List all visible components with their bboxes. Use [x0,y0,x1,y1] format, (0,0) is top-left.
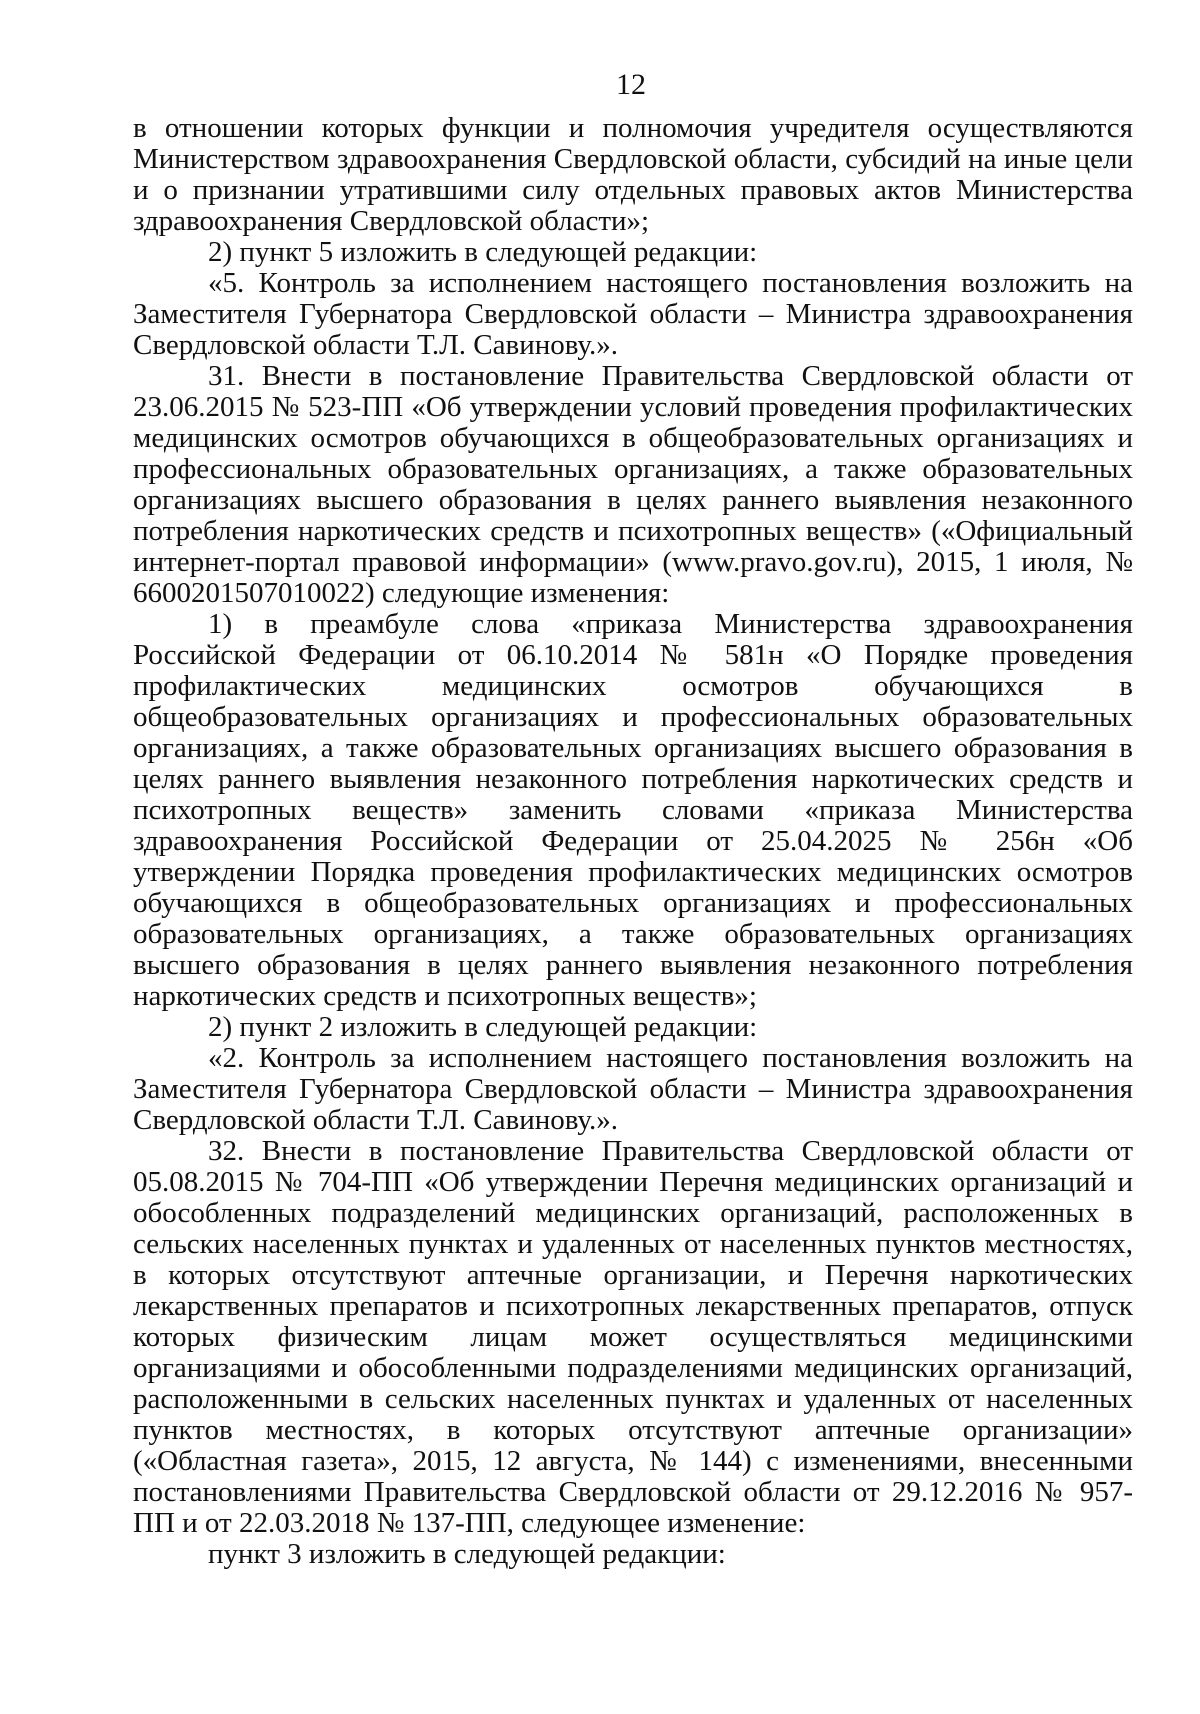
paragraph-quote-2: «2. Контроль за исполнением настоящего постановления возложить на Заместителя Губернатора Свердловской области – Министра здравоохранения Свердловской области Т.Л. Савинову.». [133,1042,1133,1136]
paragraph-item-1: 1) в преамбуле слова «приказа Министерства здравоохранения Российской Федерации от 06.10.2014 № 581н «О Порядке проведения профилактических медицинских осмотров обучающихся в общеобразовательных организациях и профессиональных образовательных организациях, а также образовательных организациях высшего образования в целях раннего выявления незаконного потребления наркотических средств и психотропных веществ» заменить словами «приказа Министерства здравоохранения Российской Федерации от 25.04.2025 № 256н «Об утверждении Порядка проведения профилактических медицинских осмотров обучающихся в общеобразовательных организациях и профессиональных образовательных организациях, а также образовательных организациях высшего образования в целях раннего выявления незаконного потребления наркотических средств и психотропных веществ»; [133,608,1133,1012]
paragraph-clause-31: 31. Внести в постановление Правительства Свердловской области от 23.06.2015 № 523-ПП «Об утверждении условий проведения профилактических медицинских осмотров обучающихся в общеобразовательных организациях и профессиональных образовательных организациях, а также образовательных организациях высшего образования в целях раннего выявления незаконного потребления наркотических средств и психотропных веществ» («Официальный интернет-портал правовой информации» (www.pravo.gov.ru), 2015, 1 июля, № 6600201507010022) следующие изменения: [133,360,1133,609]
paragraph-continuation: в отношении которых функции и полномочия учредителя осуществляются Министерством здравоохранения Свердловской области, субсидий на иные цели и о признании утратившими силу отдельных правовых актов Министерства здравоохранения Свердловской области»; [133,112,1133,237]
paragraph-item-3: пункт 3 изложить в следующей редакции: [208,1538,726,1570]
page-number: 12 [616,68,646,101]
document-body [133,113,1133,1570]
paragraph-item-2: 2) пункт 5 изложить в следующей редакции: [208,236,758,268]
paragraph-clause-32: 32. Внести в постановление Правительства Свердловской области от 05.08.2015 № 704-ПП «Об утверждении Перечня медицинских организаций и обособленных подразделений медицинских организаций, расположенных в сельских населенных пунктах и удаленных от населенных пунктов местностях, в которых отсутствуют аптечные организации, и Перечня наркотических лекарственных препаратов и психотропных лекарственных препаратов, отпуск которых физическим лицам может осуществляться медицинскими организациями и обособленными подразделениями медицинских организаций, расположенными в сельских населенных пунктах и удаленных от населенных пунктов местностях, в которых отсутствуют аптечные организации» («Областная газета», 2015, 12 августа, № 144) с изменениями, внесенными постановлениями Правительства Свердловской области от 29.12.2016 № 957-ПП и от 22.03.2018 № 137-ПП, следующее изменение: [133,1135,1133,1539]
paragraph-quote-5: «5. Контроль за исполнением настоящего постановления возложить на Заместителя Губернатора Свердловской области – Министра здравоохранения Свердловской области Т.Л. Савинову.». [133,267,1133,361]
paragraph-item-2b: 2) пункт 2 изложить в следующей редакции: [208,1011,758,1043]
